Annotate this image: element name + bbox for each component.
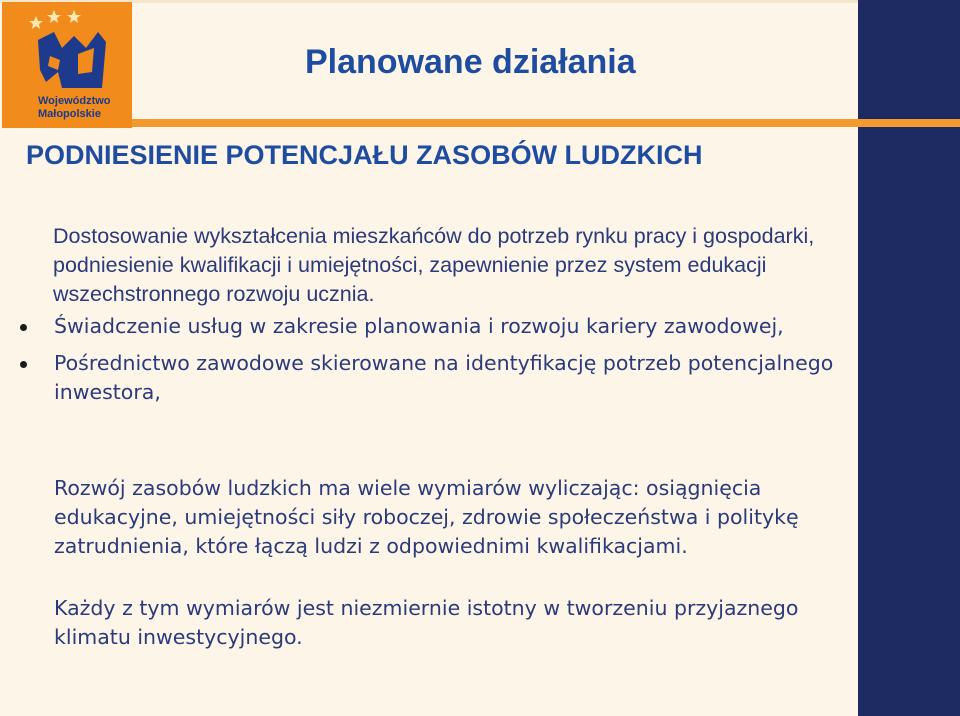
intro-paragraph: Dostosowanie wykształcenia mieszkańców do potrzeb rynku pracy i gospodarki, podniesienie kwalifikacji i umiejętności, zapewnienie przez system edukacji wszechstronnego rozwoju ucznia. (53, 224, 815, 306)
bullet-text: Świadczenie usług w zakresie planowania i rozwoju kariery zawodowej, (54, 314, 784, 338)
slide-title: Planowane działania (305, 43, 636, 81)
title-underline-bar (130, 119, 960, 127)
bullet-dot-icon (20, 361, 27, 368)
bullet-item (20, 349, 840, 407)
bottom-band (0, 662, 960, 716)
logo-line2: Małopolskie (38, 108, 101, 120)
bullet-list (20, 312, 840, 415)
bullet-dot-icon (20, 324, 27, 331)
region-logo (2, 2, 132, 128)
dimensions-paragraph: Rozwój zasobów ludzkich ma wiele wymiarów wyliczając: osiągnięcia edukacyjne, umiejętności siły roboczej, zdrowie społeczeństwa i politykę zatrudnienia, które łączą ludzi z odpowiednimi kwalifikacjami. (54, 476, 799, 558)
bullet-item (20, 312, 840, 341)
right-navy-band (858, 0, 960, 716)
bullet-text: Pośrednictwo zawodowe skierowane na identyfikację potrzeb potencjalnego inwestora, (54, 351, 834, 404)
logo-line1: Województwo (38, 95, 111, 107)
importance-paragraph: Każdy z tym wymiarów jest niezmiernie istotny w tworzeniu przyjaznego klimatu inwestycyjnego. (54, 596, 799, 649)
slide-subtitle: PODNIESIENIE POTENCJAŁU ZASOBÓW LUDZKICH (26, 140, 703, 170)
bottom-navy-corner (858, 662, 960, 716)
